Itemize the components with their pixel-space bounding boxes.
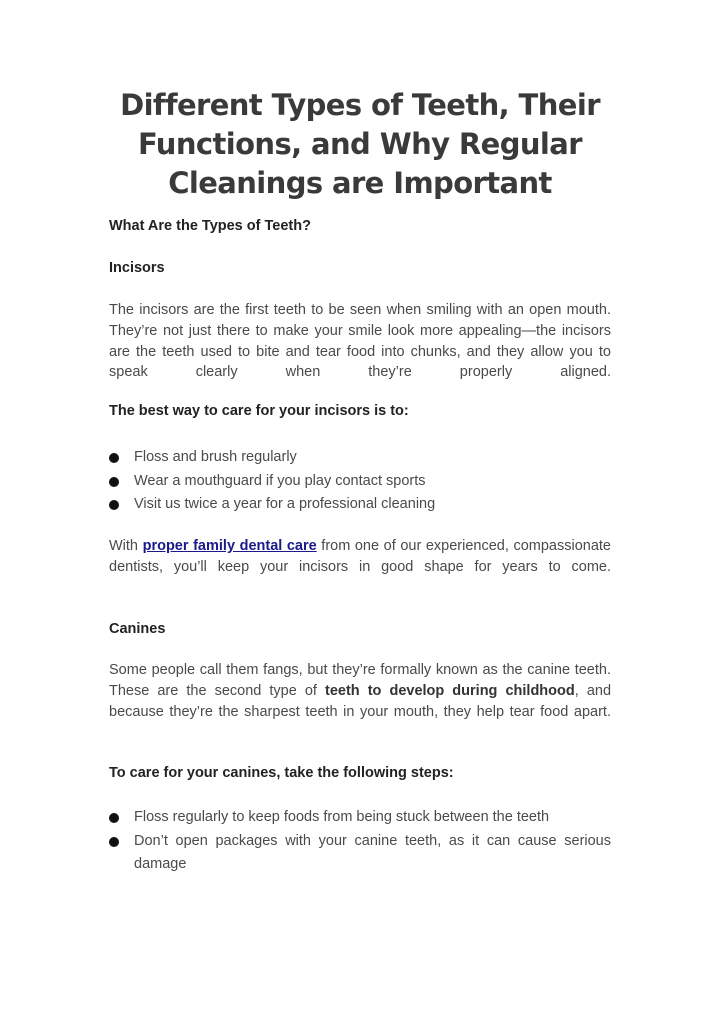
closing-text-prefix: With: [109, 538, 143, 554]
section-heading: What Are the Types of Teeth?: [109, 218, 311, 234]
incisors-closing-paragraph: [109, 536, 611, 598]
list-item-text: Floss and brush regularly: [134, 449, 297, 465]
list-item-text: Wear a mouthguard if you play contact sports: [134, 472, 426, 489]
incisors-heading: Incisors: [109, 260, 165, 276]
incisors-care-heading: The best way to care for your incisors is to:: [109, 403, 409, 419]
canines-care-heading: To care for your canines, take the following steps:: [109, 765, 454, 781]
list-item: [109, 806, 611, 830]
bullet-icon: [109, 837, 119, 847]
list-item: [109, 470, 611, 494]
list-item: [109, 493, 611, 517]
bullet-icon: [109, 813, 119, 823]
canines-paragraph: [109, 660, 611, 743]
incisors-care-list: [109, 446, 611, 517]
canines-heading: Canines: [109, 621, 166, 637]
list-item: [109, 830, 611, 877]
canines-care-list: [109, 806, 611, 877]
bullet-icon: [109, 477, 119, 487]
list-item-text: Floss regularly to keep foods from being stuck between the teeth: [134, 809, 550, 825]
bullet-icon: [109, 453, 119, 463]
document-title: Different Types of Teeth, Their Functions, and Why Regular Cleanings are Important: [120, 88, 600, 200]
bullet-icon: [109, 500, 119, 510]
canines-text-suffix: , and because they’re the sharpest teeth in your mouth, they help tear food apart.: [109, 682, 612, 720]
incisors-paragraph: The incisors are the first teeth to be seen when smiling with an open mouth. They’re not just there to make your smile look more appealing—the incisors are the teeth used to bite and tear food into chunks, and they allow you to speak clearly when they’re properly aligned.: [109, 302, 611, 381]
canines-text-prefix: Some people call them fangs, but they’re formally known as the canine teeth. These are the second type of: [109, 662, 611, 699]
family-dental-care-link[interactable]: proper family dental care: [142, 538, 317, 554]
closing-text-suffix: from one of our experienced, compassionate dentists, you’ll keep your incisors in good shape for years to come.: [109, 538, 611, 575]
canines-text-bold: teeth to develop during childhood: [325, 682, 575, 699]
list-item-text: Don’t open packages with your canine teeth, as it can cause serious damage: [134, 832, 611, 872]
list-item-text: Visit us twice a year for a professional cleaning: [134, 496, 436, 512]
list-item: [109, 446, 611, 470]
